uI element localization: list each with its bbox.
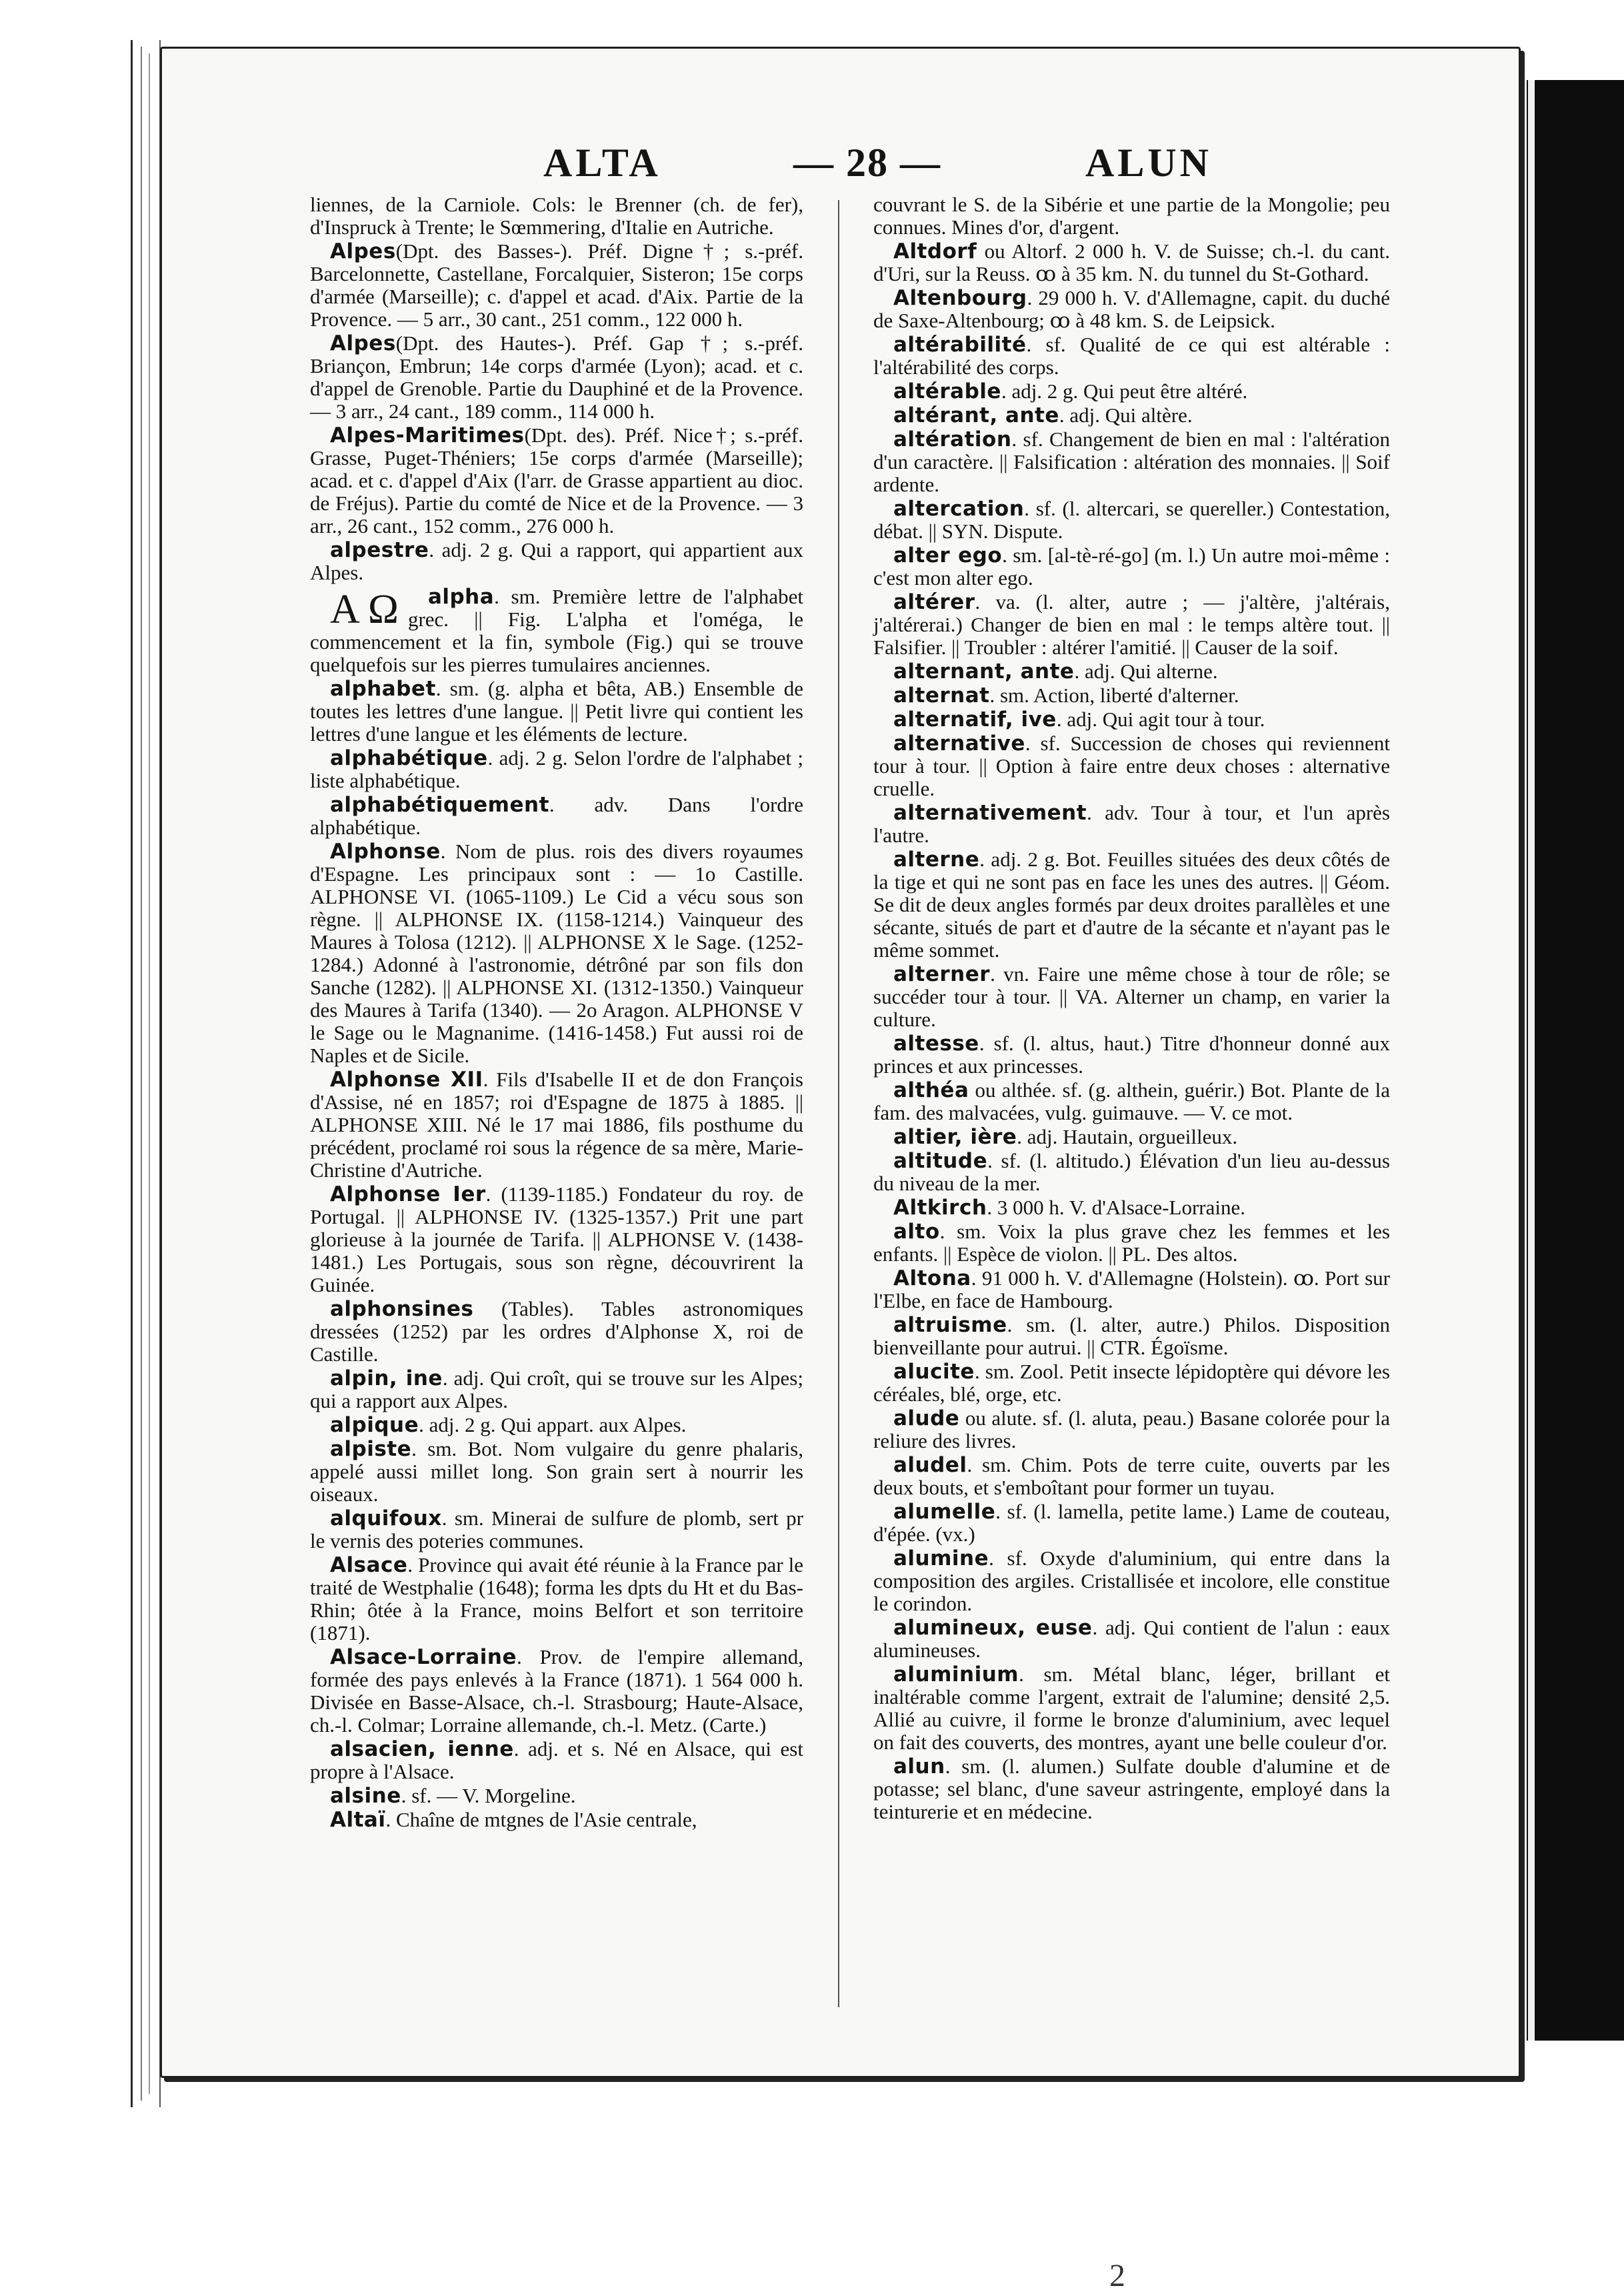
entry-headword: alterne: [893, 848, 980, 872]
entry-headword: altier, ière: [893, 1125, 1017, 1149]
left-column: [310, 193, 803, 1833]
entry-definition: (Dpt. des Basses-). Préf. Digne†; s.-préf. Barcelonnette, Castellane, Forcalquier, Sisteron; 15e corps d'armée (Marseille); c. d'appel et acad. d'Aix. Partie de la Provence. — 5 arr., 30 cant., 251 comm., 122 000 h.: [310, 239, 803, 331]
entry-definition: . (1139-1185.) Fondateur du roy. de Portugal. || ALPHONSE IV. (1325-1357.) Prit une part glorieuse à la journée de Tarifa. || ALPHONSE V. (1438-1481.) Les Portugais, sous son règne, découvrirent la Guinée.: [310, 1182, 803, 1296]
dictionary-entry: [310, 586, 803, 676]
entry-definition: . sf. Oxyde d'aluminium, qui entre dans la composition des argiles. Cristallisée et incolore, elle constitue le corindon.: [873, 1546, 1390, 1615]
dictionary-entry: [310, 539, 803, 584]
entry-headword: alsine: [330, 1784, 401, 1808]
entry-definition: . sm. Action, liberté d'alterner.: [989, 684, 1239, 707]
entry-definition: . adj. 2 g. Qui a rapport, qui appartient aux Alpes.: [310, 538, 803, 584]
entry-headword: Alpes: [330, 239, 396, 263]
entry-definition: (Dpt. des Hautes-). Préf. Gap †; s.-préf. Briançon, Embrun; 14e corps d'armée (Lyon); acad. et c. d'appel de Grenoble. Partie du Dauphiné et de la Provence. — 3 arr., 24 cant., 189 comm., 114 000 h.: [310, 331, 803, 423]
entry-definition: . sf. Changement de bien en mal : l'altération d'un caractère. || Falsification : altération des monnaies. || Soif ardente.: [873, 427, 1390, 496]
dictionary-entry: [310, 1298, 803, 1366]
entry-definition: . sm. Métal blanc, léger, brillant et inaltérable comme l'argent, extrait de l'alumine; densité 2,5. Allié au cuivre, il forme le bronze d'aluminium, avec lequel on fait des couverts, des montres, ayant une belle couleur d'or.: [873, 1662, 1390, 1754]
dictionary-entry: [310, 240, 803, 331]
entry-headword: Alsace-Lorraine: [330, 1645, 517, 1669]
entry-headword: alsacien, ienne: [330, 1737, 514, 1761]
dictionary-entry: [873, 1755, 1390, 1823]
entry-definition: . adj. Qui agit tour à tour.: [1056, 708, 1265, 731]
entry-definition: . adj. 2 g. Qui appart. aux Alpes.: [419, 1413, 687, 1436]
dictionary-entry: [873, 1360, 1390, 1406]
dictionary-entry: [873, 848, 1390, 962]
entry-definition: . adj. et s. Né en Alsace, qui est propre à l'Alsace.: [310, 1737, 803, 1783]
dictionary-entry: [873, 404, 1390, 427]
dictionary-entry: [873, 1314, 1390, 1359]
dictionary-entry: [310, 1738, 803, 1783]
entry-definition: . adv. Tour à tour, et l'un après l'autre.: [873, 801, 1390, 847]
entry-headword: Alpes-Maritimes: [330, 423, 525, 447]
entry-headword: Altaï: [330, 1808, 386, 1832]
dictionary-entry: [873, 1126, 1390, 1148]
dictionary-entry: [873, 428, 1390, 496]
dictionary-entry: [310, 1183, 803, 1296]
entry-headword: Altenbourg: [893, 286, 1027, 310]
dictionary-entry: [310, 424, 803, 537]
dictionary-entry: [873, 1032, 1390, 1078]
dictionary-entry: [310, 1068, 803, 1182]
entry-definition: . adv. Dans l'ordre alphabétique.: [310, 793, 803, 839]
entry-headword: alpin, ine: [330, 1366, 443, 1390]
dictionary-entry: [873, 544, 1390, 590]
dictionary-entry: [873, 1500, 1390, 1546]
dictionary-entry: [310, 1507, 803, 1552]
dictionary-entry: [310, 794, 803, 839]
dictionary-entry: [873, 1150, 1390, 1195]
entry-definition: . sf. Qualité de ce qui est altérable : l'altérabilité des corps.: [873, 333, 1390, 379]
dictionary-entry: [873, 1267, 1390, 1312]
entry-headword: altesse: [893, 1032, 979, 1056]
entry-definition: . Prov. de l'empire allemand, formée des pays enlevés à la France (1871). 1 564 000 h. Divisée en Basse-Alsace, ch.-l. Strasbourg; Haute-Alsace, ch.-l. Colmar; Lorraine allemande, ch.-l. Metz. (Carte.): [310, 1645, 803, 1737]
dictionary-entry: [873, 287, 1390, 332]
entry-definition: (Tables). Tables astronomiques dressées (1252) par les ordres d'Alphonse X, roi de Castille.: [310, 1297, 803, 1366]
page-stack-left-edge: [131, 40, 161, 2107]
entry-definition: . adj. Hautain, orgueilleux.: [1017, 1125, 1238, 1148]
entry-headword: alucite: [893, 1360, 975, 1384]
dictionary-entry: [310, 332, 803, 423]
entry-headword: altérable: [893, 379, 1001, 403]
entry-headword: altruisme: [893, 1313, 1007, 1337]
entry-definition: . Province qui avait été réunie à la France par le traité de Westphalie (1648); forma les dpts du Ht et du Bas-Rhin; ôtée à la France, moins Belfort et son territoire (1871).: [310, 1553, 803, 1644]
facing-page-edge: [1527, 80, 1624, 2041]
dictionary-entry: [873, 240, 1390, 285]
dictionary-entry: [873, 380, 1390, 403]
entry-headword: Altkirch: [893, 1196, 987, 1220]
entry-headword: alternant, ante: [893, 660, 1075, 684]
entry-headword: alpha: [427, 585, 495, 609]
entry-headword: althéa: [893, 1078, 969, 1102]
dictionary-entry: [310, 678, 803, 746]
entry-definition: . sm. (l. alter, autre.) Philos. Disposition bienveillante pour autrui. || CTR. Égoïsme.: [873, 1313, 1390, 1359]
dictionary-entry: [873, 963, 1390, 1031]
entry-headword: alpiste: [330, 1437, 412, 1461]
entry-definition: . sm. Minerai de sulfure de plomb, sert pr le vernis des poteries communes.: [310, 1506, 803, 1552]
entry-definition: ou Altorf. 2 000 h. V. de Suisse; ch.-l. du cant. d'Uri, sur la Reuss. ꝏ à 35 km. N. du tunnel du St-Gothard.: [873, 239, 1390, 285]
dictionary-entry: [873, 1547, 1390, 1615]
dictionary-entry: [310, 1785, 803, 1807]
dictionary-entry: [873, 732, 1390, 800]
entry-definition: . Nom de plus. rois des divers royaumes d'Espagne. Les principaux sont : — 1o Castille. ALPHONSE VI. (1065-1109.) Le Cid a vécu sous son règne. || ALPHONSE IX. (1158-1214.) Vainqueur des Maures à Tolosa (1212). || ALPHONSE X le Sage. (1252-1284.) Adonné à l'astronomie, détrôné par son fils don Sanche (1282). || ALPHONSE XI. (1312-1350.) Vainqueur des Maures à Tarifa (1340). — 2o Aragon. ALPHONSE V le Sage ou le Magnanime. (1416-1458.) Fut aussi roi de Naples et de Sicile.: [310, 840, 803, 1067]
entry-headword: alphabet: [330, 677, 436, 701]
entry-headword: alternative: [893, 732, 1025, 756]
dictionary-entry: [310, 1809, 803, 1831]
dictionary-entry: [310, 193, 803, 239]
entry-headword: alude: [893, 1406, 960, 1430]
entry-definition: . adj. 2 g. Qui peut être altéré.: [1001, 379, 1248, 403]
running-header-right: ALUN: [1085, 141, 1213, 185]
dictionary-entry: [310, 1646, 803, 1737]
dictionary-entry: [873, 1079, 1390, 1124]
entry-headword: alphabétique: [330, 746, 488, 770]
entry-headword: alphabétiquement: [330, 793, 549, 817]
dictionary-entry: [310, 747, 803, 792]
dictionary-entry: [873, 1663, 1390, 1754]
entry-headword: Alsace: [330, 1553, 408, 1577]
entry-definition: . adj. 2 g. Bot. Feuilles situées des deux côtés de la tige et qui ne sont pas en face les unes des autres. || Géom. Se dit de deux angles formés par deux droites parallèles et une sécante, situés de part et d'autre de la sécante et n'ayant pas le même sommet.: [873, 848, 1390, 962]
entry-headword: alternatif, ive: [893, 708, 1057, 732]
dictionary-entry: [873, 684, 1390, 707]
entry-definition: . sf. (l. altus, haut.) Titre d'honneur donné aux princes et aux princesses.: [873, 1032, 1390, 1078]
entry-headword: alternativement: [893, 801, 1087, 825]
page-number: — 28 —: [793, 141, 941, 185]
dictionary-entry: [873, 802, 1390, 847]
entry-definition: . sm. Première lettre de l'alphabet grec. || Fig. L'alpha et l'oméga, le commencement et la fin, symbole (Fig.) qui se trouve quelquefois sur les pierres tumulaires anciennes.: [310, 585, 803, 676]
dictionary-entry: [310, 1414, 803, 1436]
entry-definition: . 3 000 h. V. d'Alsace-Lorraine.: [987, 1196, 1245, 1219]
entry-definition: . sm. (g. alpha et bêta, AB.) Ensemble de toutes les lettres d'une langue. || Petit livre qui contient les lettres d'une langue et les éléments de lecture.: [310, 677, 803, 746]
dictionary-entry: [873, 1616, 1390, 1662]
entry-headword: Alphonse Ier: [330, 1182, 486, 1206]
running-header-left: ALTA: [543, 141, 661, 185]
entry-definition: . sm. Zool. Petit insecte lépidoptère qui dévore les céréales, blé, orge, etc.: [873, 1360, 1390, 1406]
dictionary-entry: [310, 840, 803, 1067]
entry-headword: alphonsines: [330, 1297, 474, 1321]
entry-headword: alun: [893, 1755, 945, 1779]
entry-headword: altercation: [893, 497, 1025, 521]
dictionary-entry: [873, 1220, 1390, 1266]
entry-definition: . sf. — V. Morgeline.: [401, 1784, 576, 1807]
entry-definition: . sf. (l. lamella, petite lame.) Lame de couteau, d'épée. (vx.): [873, 1500, 1390, 1546]
entry-headword: alumelle: [893, 1500, 996, 1524]
entry-definition: . adj. Qui altère.: [1059, 403, 1193, 427]
bottom-margin-mark: 2: [1109, 2258, 1125, 2293]
entry-headword: alpestre: [330, 538, 429, 562]
entry-headword: alterner: [893, 962, 991, 986]
entry-definition: . sf. (l. altercari, se quereller.) Contestation, débat. || SYN. Dispute.: [873, 497, 1390, 543]
column-divider: [838, 200, 839, 2007]
right-column: [873, 193, 1390, 1825]
entry-definition: . Fils d'Isabelle II et de don François d'Assise, né en 1857; roi d'Espagne de 1875 à 1885. || ALPHONSE XIII. Né le 17 mai 1886, fils posthume du précédent, proclamé roi sous la régence de sa mère, Marie-Christine d'Autriche.: [310, 1068, 804, 1182]
entry-headword: alumineux, euse: [893, 1616, 1093, 1640]
entry-definition: . adj. Qui croît, qui se trouve sur les Alpes; qui a rapport aux Alpes.: [310, 1366, 803, 1412]
entry-headword: altérant, ante: [893, 403, 1059, 427]
entry-headword: Alphonse: [330, 840, 441, 864]
entry-definition: . vn. Faire une même chose à tour de rôle; se succéder tour à tour. || VA. Alterner un champ, en varier la culture.: [873, 962, 1390, 1031]
entry-headword: Alpes: [330, 331, 396, 355]
entry-headword: aludel: [893, 1453, 967, 1477]
entry-definition: . sm. [al-tè-ré-go] (m. l.) Un autre moi-même : c'est mon alter ego.: [873, 543, 1390, 590]
entry-definition: ou alute. sf. (l. aluta, peau.) Basane colorée pour la reliure des livres.: [873, 1406, 1390, 1452]
entry-definition: . Chaîne de mtgnes de l'Asie centrale,: [385, 1808, 697, 1831]
entry-headword: alpique: [330, 1413, 419, 1437]
entry-headword: altérer: [893, 590, 975, 614]
entry-headword: alumine: [893, 1546, 989, 1570]
entry-definition: liennes, de la Carniole. Cols: le Brenner (ch. de fer), d'Inspruck à Trente; le Sœmmering, d'Italie en Autriche.: [310, 193, 803, 239]
entry-headword: Altdorf: [893, 239, 977, 263]
entry-definition: . adj. 2 g. Selon l'ordre de l'alphabet ; liste alphabétique.: [310, 746, 803, 792]
entry-definition: couvrant le S. de la Sibérie et une partie de la Mongolie; peu connues. Mines d'or, d'argent.: [873, 193, 1390, 239]
dictionary-entry: [873, 497, 1390, 543]
dictionary-entry: [873, 1196, 1390, 1219]
entry-headword: altération: [893, 427, 1012, 451]
entry-headword: altérabilité: [893, 333, 1027, 357]
entry-definition: . adj. Qui alterne.: [1074, 660, 1218, 683]
entry-headword: altitude: [893, 1149, 988, 1173]
entry-definition: . 91 000 h. V. d'Allemagne (Holstein). ꝏ. Port sur l'Elbe, en face de Hambourg.: [873, 1266, 1390, 1312]
alpha-omega-symbol: A Ω: [330, 587, 399, 632]
entry-headword: alternat: [893, 684, 990, 708]
dictionary-entry: [873, 708, 1390, 731]
dictionary-entry: [310, 1554, 803, 1644]
entry-definition: . adj. Qui contient de l'alun : eaux alumineuses.: [873, 1616, 1390, 1662]
entry-definition: (Dpt. des). Préf. Nice†; s.-préf. Grasse, Puget-Théniers; 15e corps d'armée (Marseille); acad. et c. d'appel d'Aix (l'arr. de Grasse appartient au dioc. de Fréjus). Partie du comté de Nice et de la Provence. — 3 arr., 26 cant., 152 comm., 276 000 h.: [310, 423, 803, 537]
dictionary-entry: [310, 1367, 803, 1412]
entry-headword: Alphonse XII: [330, 1068, 483, 1092]
dictionary-entry: [873, 1407, 1390, 1452]
entry-headword: alquifoux: [330, 1506, 442, 1530]
dictionary-entry: [873, 591, 1390, 659]
dictionary-entry: [873, 1454, 1390, 1499]
dictionary-entry: [873, 660, 1390, 683]
entry-definition: . sm. Chim. Pots de terre cuite, ouverts par les deux bouts, et s'emboîtant pour former un tuyau.: [873, 1453, 1390, 1499]
entry-headword: Altona: [893, 1266, 971, 1290]
entry-definition: . sm. Bot. Nom vulgaire du genre phalaris, appelé aussi millet long. Son grain sert à nourrir les oiseaux.: [310, 1437, 803, 1506]
entry-definition: . sm. Voix la plus grave chez les femmes et les enfants. || Espèce de violon. || PL. Des altos.: [873, 1220, 1390, 1266]
entry-definition: . sf. (l. altitudo.) Élévation d'un lieu au-dessus du niveau de la mer.: [873, 1149, 1390, 1195]
entry-definition: . sf. Succession de choses qui reviennent tour à tour. || Option à faire entre deux choses : alternative cruelle.: [873, 732, 1390, 800]
dictionary-entry: [873, 333, 1390, 379]
dictionary-entry: [873, 193, 1390, 239]
entry-definition: ou althée. sf. (g. althein, guérir.) Bot. Plante de la fam. des malvacées, vulg. guimauve. — V. ce mot.: [873, 1078, 1390, 1124]
entry-headword: alto: [893, 1220, 940, 1244]
entry-definition: . sm. (l. alumen.) Sulfate double d'alumine et de potasse; sel blanc, d'une saveur astringente, employé dans la teinturerie et en médecine.: [873, 1755, 1390, 1823]
dictionary-entry: [310, 1438, 803, 1506]
entry-definition: . va. (l. alter, autre ; — j'altère, j'altérais, j'altérerai.) Changer de bien en mal : le temps altère tout. || Falsifier. || Troubler : altérer l'amitié. || Causer de la soif.: [873, 590, 1390, 659]
entry-definition: . 29 000 h. V. d'Allemagne, capit. du duché de Saxe-Altenbourg; ꝏ à 48 km. S. de Leipsick.: [873, 286, 1390, 332]
entry-headword: alter ego: [893, 543, 1003, 567]
entry-headword: aluminium: [893, 1662, 1019, 1686]
